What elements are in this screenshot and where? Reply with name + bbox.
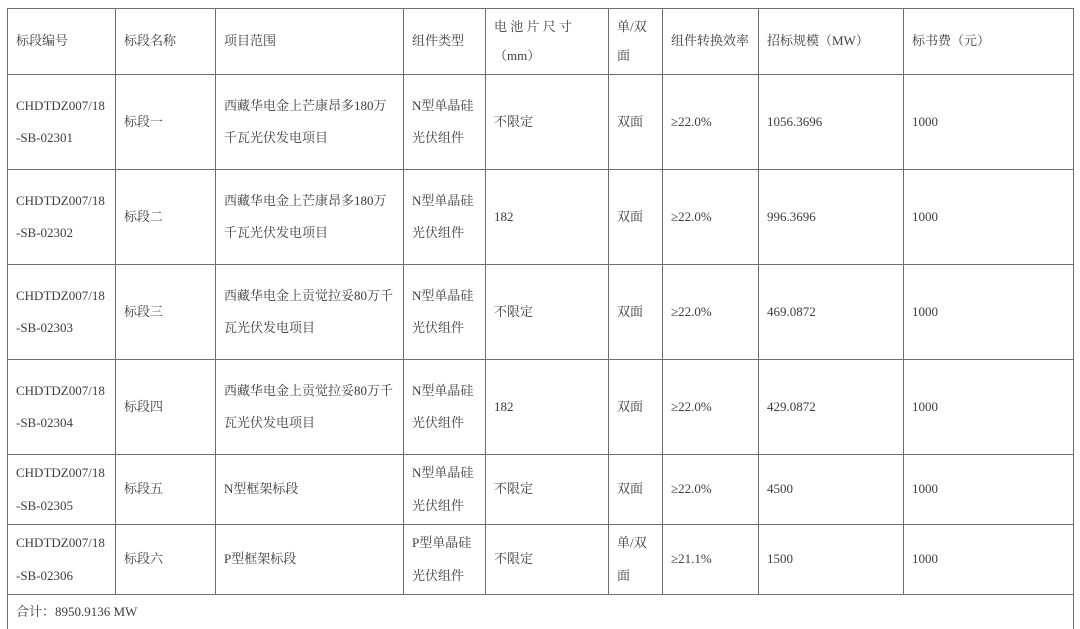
cell-section-id: CHDTDZ007/18-SB-02302 xyxy=(8,170,116,265)
cell-scale: 429.0872 xyxy=(759,360,904,455)
column-header-fee: 标书费（元） xyxy=(904,9,1074,75)
cell-sides: 双面 xyxy=(609,360,663,455)
cell-sides: 双面 xyxy=(609,265,663,360)
cell-fee: 1000 xyxy=(904,455,1074,525)
cell-section-id: CHDTDZ007/18-SB-02301 xyxy=(8,75,116,170)
cell-scale: 996.3696 xyxy=(759,170,904,265)
cell-efficiency: ≥22.0% xyxy=(663,75,759,170)
cell-cell-size: 182 xyxy=(486,360,609,455)
cell-cell-size: 不限定 xyxy=(486,525,609,595)
cell-section-id: CHDTDZ007/18-SB-02303 xyxy=(8,265,116,360)
cell-fee: 1000 xyxy=(904,265,1074,360)
cell-efficiency: ≥22.0% xyxy=(663,360,759,455)
column-header-sides: 单/双面 xyxy=(609,9,663,75)
cell-section-id: CHDTDZ007/18-SB-02305 xyxy=(8,455,116,525)
header-row xyxy=(8,9,1074,75)
cell-project-scope: P型框架标段 xyxy=(216,525,404,595)
table-row xyxy=(8,170,1074,265)
column-header-cell-size-line1: 电 池 片 尺 寸 xyxy=(494,18,573,34)
column-header-project-scope: 项目范围 xyxy=(216,9,404,75)
cell-module-type: N型单晶硅光伏组件 xyxy=(404,455,486,525)
cell-fee: 1000 xyxy=(904,360,1074,455)
column-header-section-name: 标段名称 xyxy=(116,9,216,75)
cell-project-scope: 西藏华电金上芒康昂多180万千瓦光伏发电项目 xyxy=(216,75,404,170)
table-row xyxy=(8,360,1074,455)
total-row xyxy=(8,595,1074,629)
cell-sides: 双面 xyxy=(609,75,663,170)
cell-module-type: N型单晶硅光伏组件 xyxy=(404,75,486,170)
cell-cell-size: 不限定 xyxy=(486,455,609,525)
cell-sides: 单/双面 xyxy=(609,525,663,595)
cell-section-name: 标段二 xyxy=(116,170,216,265)
cell-fee: 1000 xyxy=(904,525,1074,595)
cell-scale: 469.0872 xyxy=(759,265,904,360)
cell-efficiency: ≥22.0% xyxy=(663,170,759,265)
cell-section-id: CHDTDZ007/18-SB-02306 xyxy=(8,525,116,595)
cell-section-name: 标段四 xyxy=(116,360,216,455)
total-label: 合计：8950.9136 MW xyxy=(8,595,1074,629)
cell-fee: 1000 xyxy=(904,170,1074,265)
cell-module-type: N型单晶硅光伏组件 xyxy=(404,360,486,455)
cell-scale: 4500 xyxy=(759,455,904,525)
column-header-cell-size-line2: （mm） xyxy=(494,47,541,63)
cell-scale: 1500 xyxy=(759,525,904,595)
table-row xyxy=(8,525,1074,595)
cell-cell-size: 182 xyxy=(486,170,609,265)
cell-fee: 1000 xyxy=(904,75,1074,170)
cell-section-id: CHDTDZ007/18-SB-02304 xyxy=(8,360,116,455)
column-header-cell-size xyxy=(486,9,609,75)
cell-scale: 1056.3696 xyxy=(759,75,904,170)
table-row xyxy=(8,265,1074,360)
cell-efficiency: ≥22.0% xyxy=(663,455,759,525)
column-header-module-type: 组件类型 xyxy=(404,9,486,75)
cell-section-name: 标段一 xyxy=(116,75,216,170)
column-header-scale: 招标规模（MW） xyxy=(759,9,904,75)
column-header-efficiency: 组件转换效率 xyxy=(663,9,759,75)
cell-section-name: 标段三 xyxy=(116,265,216,360)
cell-project-scope: 西藏华电金上贡觉拉妥80万千瓦光伏发电项目 xyxy=(216,360,404,455)
cell-cell-size: 不限定 xyxy=(486,75,609,170)
cell-module-type: P型单晶硅光伏组件 xyxy=(404,525,486,595)
cell-project-scope: 西藏华电金上贡觉拉妥80万千瓦光伏发电项目 xyxy=(216,265,404,360)
cell-cell-size: 不限定 xyxy=(486,265,609,360)
cell-sides: 双面 xyxy=(609,170,663,265)
cell-project-scope: 西藏华电金上芒康昂多180万千瓦光伏发电项目 xyxy=(216,170,404,265)
cell-section-name: 标段六 xyxy=(116,525,216,595)
table-row xyxy=(8,455,1074,525)
cell-sides: 双面 xyxy=(609,455,663,525)
column-header-section-id: 标段编号 xyxy=(8,9,116,75)
bid-sections-table xyxy=(7,8,1074,629)
table-row xyxy=(8,75,1074,170)
cell-efficiency: ≥21.1% xyxy=(663,525,759,595)
cell-section-name: 标段五 xyxy=(116,455,216,525)
cell-efficiency: ≥22.0% xyxy=(663,265,759,360)
cell-module-type: N型单晶硅光伏组件 xyxy=(404,265,486,360)
cell-project-scope: N型框架标段 xyxy=(216,455,404,525)
cell-module-type: N型单晶硅光伏组件 xyxy=(404,170,486,265)
